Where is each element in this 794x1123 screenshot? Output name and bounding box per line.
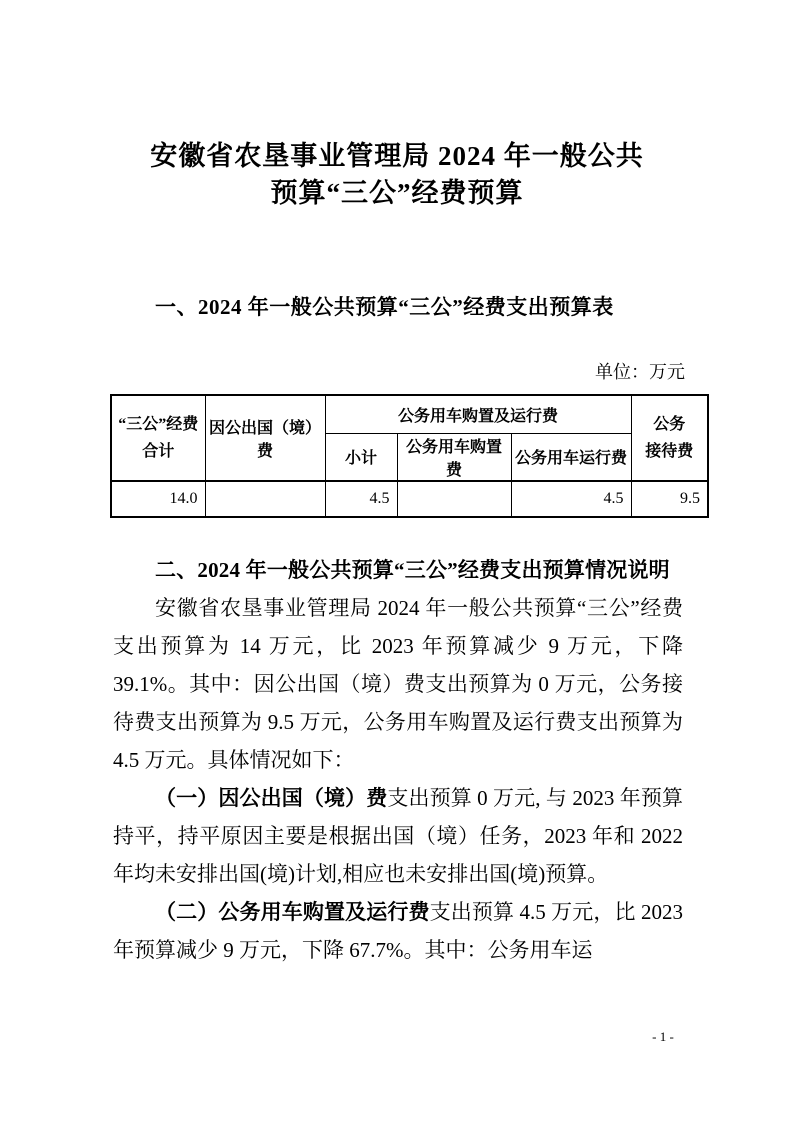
table-header-reception-line2: 接待费 [645,442,694,460]
section-two [113,551,683,969]
table-header-vehicle-subtotal: 小计 [325,433,397,481]
table-cell-vehicle-purchase [397,481,511,517]
document-title [0,138,794,212]
table-header-vehicle-purchase: 公务用车购置费 [397,433,511,481]
paragraph-vehicle [113,893,683,969]
table-cell-total: 14.0 [111,481,205,517]
paragraph-summary: 安徽省农垦事业管理局 2024 年一般公共预算“三公”经费支出预算为 14 万元，比 2023 年预算减少 9 万元，下降 39.1%。其中：因公出国（境）费支出预算为 0 万元，公务接待费支出预算为 9.5 万元，公务用车购置及运行费支出预算为 4.5 万元。具体情况如下： [113,596,683,772]
paragraph-vehicle-lead: （二）公务用车购置及运行费 [155,900,430,924]
table-cell-abroad [205,481,325,517]
table-header-reception-line1: 公务 [653,415,686,433]
paragraph-vehicle-body: 支出预算 4.5 万元，比 2023 年预算减少 9 万元，下降 67.7%。其中：公务用车运 [113,900,683,962]
table-cell-vehicle-operation: 4.5 [511,481,631,517]
table-cell-vehicle-subtotal: 4.5 [325,481,397,517]
section-one-heading: 一、2024 年一般公共预算“三公”经费支出预算表 [155,295,614,319]
paragraph-abroad-body: 支出预算 0 万元, 与 2023 年预算持平，持平原因主要是根据出国（境）任务，2023 年和 2022 年均未安排出国(境)计划,相应也未安排出国(境)预算。 [113,786,684,886]
table-header-row-1 [111,395,708,433]
table-data-row [111,481,708,517]
table-cell-reception: 9.5 [631,481,708,517]
table-header-total [111,395,205,481]
table-header-total-line1: “三公”经费 [118,415,199,433]
document-title-line2: 预算“三公”经费预算 [270,178,524,208]
table-header-total-line2: 合计 [142,442,175,460]
table-header-reception [631,395,708,481]
table-header-vehicle-group: 公务用车购置及运行费 [325,395,631,433]
page-number: - 1 - [652,1029,674,1044]
table-header-vehicle-operation: 公务用车运行费 [511,433,631,481]
paragraph-abroad [113,779,683,893]
budget-table [110,394,709,518]
document-title-line1: 安徽省农垦事业管理局 2024 年一般公共 [150,141,644,171]
table-header-abroad: 因公出国（境）费 [205,395,325,481]
section-two-heading: 二、2024 年一般公共预算“三公”经费支出预算情况说明 [155,558,670,582]
paragraph-abroad-lead: （一）因公出国（境）费 [155,786,388,810]
unit-label: 单位：万元 [595,362,685,382]
